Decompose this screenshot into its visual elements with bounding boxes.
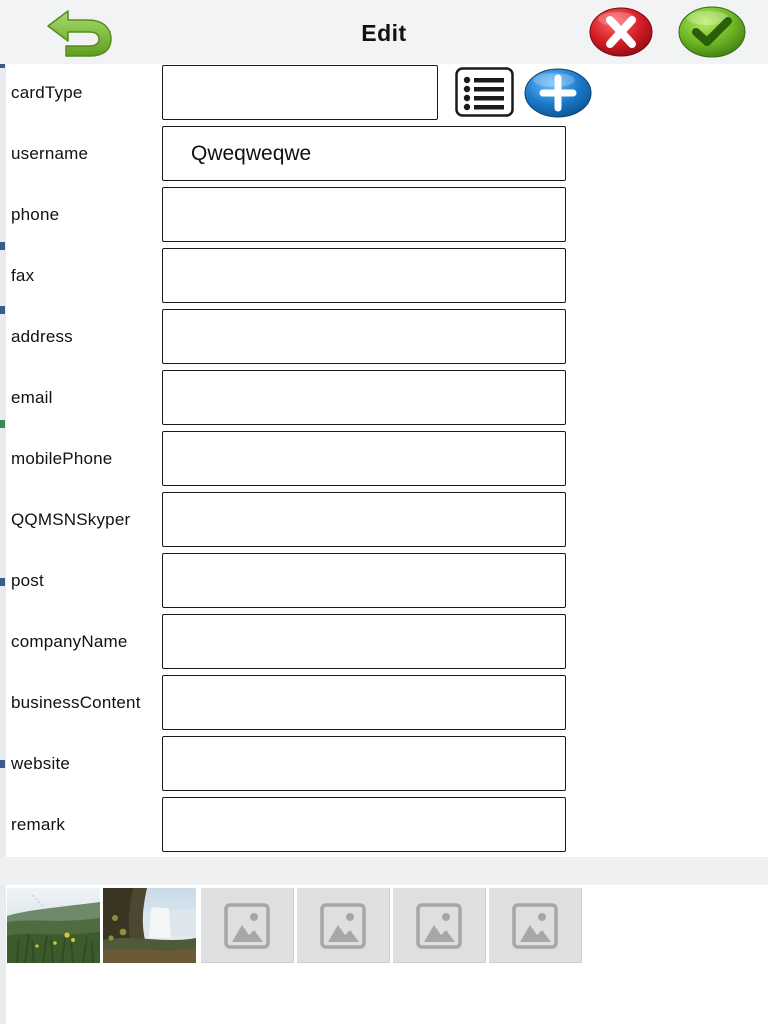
form-row-phone xyxy=(0,185,768,243)
email-label: email xyxy=(11,387,53,407)
fax-input[interactable] xyxy=(162,248,566,303)
photo-slot-empty-4[interactable] xyxy=(489,888,582,963)
qq-msn-skype-label: QQMSNSkyper xyxy=(11,509,131,529)
waterfall-photo-thumbnail xyxy=(103,888,196,963)
website-input[interactable] xyxy=(162,736,566,791)
image-placeholder-icon xyxy=(489,888,582,963)
address-input[interactable] xyxy=(162,309,566,364)
green-check-icon xyxy=(677,5,747,59)
header-bar xyxy=(0,0,768,64)
post-input[interactable] xyxy=(162,553,566,608)
image-placeholder-icon xyxy=(297,888,390,963)
username-input[interactable] xyxy=(162,126,566,181)
form-row-fax xyxy=(0,246,768,304)
photo-slot-empty-1[interactable] xyxy=(201,888,294,963)
card-type-input[interactable] xyxy=(162,65,438,120)
form-row-business-content xyxy=(0,673,768,731)
company-name-input[interactable] xyxy=(162,614,566,669)
mobile-phone-input[interactable] xyxy=(162,431,566,486)
form-row-card-type xyxy=(0,63,768,121)
confirm-button[interactable] xyxy=(677,5,747,59)
photo-slot-empty-3[interactable] xyxy=(393,888,486,963)
plus-circle-icon xyxy=(523,67,593,119)
list-icon xyxy=(455,67,514,117)
business-content-label: businessContent xyxy=(11,692,141,712)
form-row-post xyxy=(0,551,768,609)
form-row-company-name xyxy=(0,612,768,670)
form-row-qq-msn-skype xyxy=(0,490,768,548)
page-title: Edit xyxy=(361,20,407,46)
form-row-remark xyxy=(0,795,768,853)
back-button[interactable] xyxy=(44,9,114,59)
website-label: website xyxy=(11,753,71,773)
card-type-label: cardType xyxy=(11,82,83,102)
image-placeholder-icon xyxy=(393,888,486,963)
remark-label: remark xyxy=(11,814,66,834)
photo-thumbnail-2[interactable] xyxy=(103,888,196,963)
phone-label: phone xyxy=(11,204,60,224)
post-label: post xyxy=(11,570,44,590)
card-type-add-button[interactable] xyxy=(523,67,593,119)
section-divider xyxy=(0,857,768,885)
form-row-address xyxy=(0,307,768,365)
landscape-photo-thumbnail xyxy=(7,888,100,963)
business-content-input[interactable] xyxy=(162,675,566,730)
form-row-website xyxy=(0,734,768,792)
remark-input[interactable] xyxy=(162,797,566,852)
address-label: address xyxy=(11,326,73,346)
red-x-icon xyxy=(588,6,654,58)
photo-thumbnail-1[interactable] xyxy=(7,888,100,963)
form-row-username xyxy=(0,124,768,182)
undo-arrow-icon xyxy=(44,9,114,59)
image-placeholder-icon xyxy=(201,888,294,963)
username-label: username xyxy=(11,143,89,163)
card-type-list-button[interactable] xyxy=(455,67,514,117)
email-input[interactable] xyxy=(162,370,566,425)
qq-msn-skype-input[interactable] xyxy=(162,492,566,547)
phone-input[interactable] xyxy=(162,187,566,242)
fax-label: fax xyxy=(11,265,35,285)
form-row-mobile-phone xyxy=(0,429,768,487)
form-row-email xyxy=(0,368,768,426)
cancel-button[interactable] xyxy=(588,6,654,58)
mobile-phone-label: mobilePhone xyxy=(11,448,113,468)
photo-slot-empty-2[interactable] xyxy=(297,888,390,963)
company-name-label: companyName xyxy=(11,631,128,651)
